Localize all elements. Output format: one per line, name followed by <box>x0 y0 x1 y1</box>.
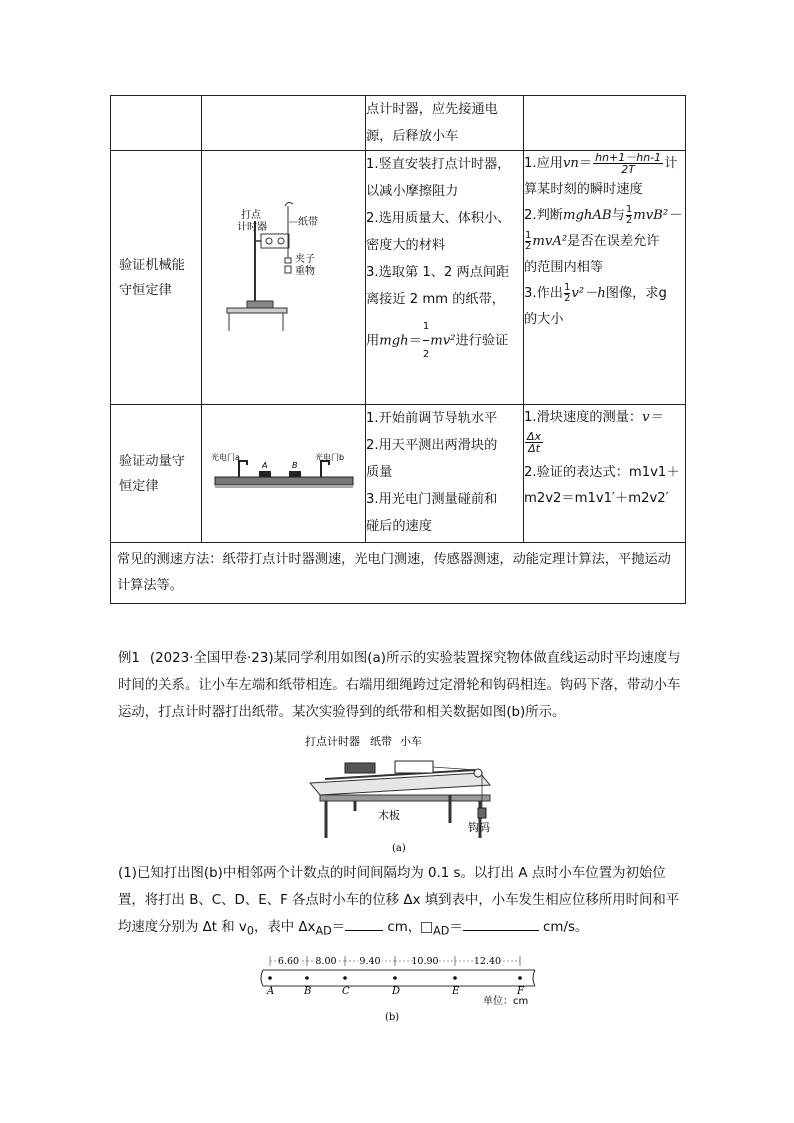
label-timer: 打点计时器 <box>305 735 360 748</box>
denominator: 2 <box>563 292 571 304</box>
denominator: 2T <box>621 162 635 176</box>
table-row <box>111 543 686 604</box>
label-timer: 打点 <box>240 209 261 221</box>
question-text <box>118 860 688 945</box>
formula-var: mvB²－ <box>633 208 682 223</box>
slider-b <box>289 471 301 477</box>
note-line: 1.开始前调节导轨水平 <box>366 411 498 426</box>
label-slider-b: B <box>291 460 297 470</box>
formula-var: mvA² <box>532 234 568 249</box>
figure-caption: (b) <box>385 1012 400 1023</box>
table-row <box>111 405 686 543</box>
text: 2.判断 <box>524 208 563 223</box>
text: 与 <box>611 208 625 223</box>
method-line <box>524 151 685 177</box>
numerator: 1 <box>423 313 429 341</box>
method-line: 的范围内相等 <box>524 260 604 275</box>
hook-weight <box>478 808 486 818</box>
weight <box>285 266 291 273</box>
subscript: AD <box>433 924 450 938</box>
numerator: hn+1－hn-1 <box>595 150 662 164</box>
method-line: 算某时刻的瞬时速度 <box>524 182 643 197</box>
note-line: 碰后的速度 <box>366 519 432 534</box>
tape-point-label: E <box>452 986 460 997</box>
note-line: 1.竖直安装打点计时器， <box>366 157 511 172</box>
tape-point <box>393 976 397 980</box>
note-line: 3.选取第 1、2 两点间距 <box>366 265 510 280</box>
text: 计 <box>664 156 678 171</box>
footer-note: 常见的测速方法：纸带打点计时器测速，光电门测速，传感器测速，动能定理计算法，平抛运动计算法等。 <box>111 543 686 604</box>
answer-blank[interactable] <box>345 916 383 931</box>
photogate-b <box>321 461 329 477</box>
experiment-name: 守恒定律 <box>119 282 172 298</box>
numerator: 1 <box>625 203 633 215</box>
fraction <box>423 313 429 368</box>
example-tag: 例1 <box>118 651 140 666</box>
label-slider-a: A <box>261 460 267 470</box>
answer-blank[interactable] <box>463 916 539 931</box>
method-line <box>524 203 685 229</box>
experiment-name-cell <box>111 405 202 543</box>
method-line <box>524 229 685 255</box>
text: cm， <box>383 920 422 935</box>
fraction <box>525 231 531 252</box>
text: ＝ <box>331 920 346 935</box>
label-timer: 计时器 <box>236 221 267 233</box>
note-line: 点计时器，应先接通电 <box>366 102 498 117</box>
table-top <box>310 773 490 795</box>
text: 1.应用 <box>524 156 563 171</box>
cell-notes <box>366 151 524 405</box>
example-text: 某同学利用如图(a)所示的实验装置探究物体做直线运动时平均速度与时间的关系。让小车左端和纸带相连。右端用细绳跨过定滑轮和钩码相连。钩码下落，带动小车运动，打点计时器打出纸带。某次实验得到的纸带和相关数据如图(b)所示。 <box>118 651 681 720</box>
cell-methods <box>524 405 686 543</box>
table-top <box>227 308 287 313</box>
method-line: 的大小 <box>524 312 564 327</box>
formula-var: v＝ <box>642 410 663 425</box>
slider-a <box>259 471 271 477</box>
numerator: Δx <box>527 430 542 443</box>
air-track-figure <box>209 447 359 497</box>
label-tape: 纸带 <box>370 735 392 748</box>
cell-notes <box>366 405 524 543</box>
method-line: m2v2＝m1v1′＋m2v2′ <box>524 491 669 506</box>
text: ＝ <box>408 333 422 349</box>
fraction <box>626 205 632 226</box>
figure-a-cart-apparatus <box>300 733 500 858</box>
subscript: AD <box>315 924 332 938</box>
free-fall-apparatus-figure <box>209 196 359 356</box>
cart <box>395 761 433 773</box>
segment-length-label: 6.60 <box>277 956 300 967</box>
cell-empty <box>524 96 686 151</box>
segment-length-label: 9.40 <box>359 956 381 967</box>
label-board: 木板 <box>378 809 400 822</box>
clip <box>285 258 291 263</box>
text: 3.作出 <box>524 286 563 301</box>
label-weight: 重物 <box>294 265 315 277</box>
tape-point-label: A <box>267 986 275 997</box>
note-line: 密度大的材料 <box>366 238 446 253</box>
text: 1.滑块速度的测量： <box>524 410 643 425</box>
figure-caption: (a) <box>392 843 406 854</box>
tape-point <box>518 976 522 980</box>
denominator: 2 <box>525 240 532 252</box>
experiment-name: 恒定律 <box>119 478 159 494</box>
segment-length-label: 8.00 <box>315 956 337 967</box>
example-block <box>118 645 688 726</box>
unit-label: 单位：cm <box>483 996 529 1007</box>
example-source: (2023·全国甲卷·23) <box>149 651 274 666</box>
note-line: 质量 <box>366 465 393 480</box>
tape-edge <box>263 970 535 986</box>
formula-var: v²－h <box>571 286 606 301</box>
fraction <box>593 152 663 175</box>
table-edge <box>320 795 490 801</box>
formula-var: mghAB <box>562 208 612 223</box>
formula-var: vn <box>562 156 579 171</box>
note-line: 离接近 2 mm 的纸带， <box>366 292 505 307</box>
string <box>433 767 476 770</box>
formula-var: mv² <box>430 333 456 349</box>
fraction <box>564 283 570 304</box>
experiment-table <box>110 95 686 604</box>
method-line <box>524 405 685 431</box>
note-line: 2.用天平测出两滑块的 <box>366 438 498 453</box>
example-paragraph <box>118 645 688 726</box>
experiment-name: 验证机械能 <box>119 257 185 273</box>
table-row <box>111 151 686 405</box>
denominator: 2 <box>625 214 633 226</box>
label-tape: 纸带 <box>297 216 318 228</box>
tape-point <box>453 976 457 980</box>
fraction <box>525 431 543 454</box>
note-line: 2.选用质量大、体积小、 <box>366 211 511 226</box>
tape-point <box>268 976 272 980</box>
label-gate-b: 光电门b <box>314 452 344 462</box>
timer <box>345 763 375 773</box>
tape-point-label: F <box>517 986 524 997</box>
table-row <box>111 96 686 151</box>
text: 用 <box>366 333 380 349</box>
label-hook: 钩码 <box>468 821 490 834</box>
tape-hand <box>285 202 293 206</box>
note-line: 以减小摩擦阻力 <box>366 184 459 199</box>
numerator: 1 <box>563 281 571 293</box>
label-gate-a: 光电门a <box>210 452 240 462</box>
segment-length-label: 10.90 <box>411 956 439 967</box>
note-line: 源，后释放小车 <box>366 129 459 144</box>
cell-methods <box>524 151 686 405</box>
question-block <box>118 860 688 945</box>
method-line <box>524 281 685 307</box>
air-track <box>215 477 353 485</box>
label-clip: 夹子 <box>294 253 315 265</box>
photogate-a <box>239 461 247 477</box>
cell-empty <box>111 96 202 151</box>
text: 是否在误差允许 <box>567 234 660 249</box>
tape-point <box>305 976 309 980</box>
experiment-name: 验证动量守 <box>119 453 185 469</box>
segment-length-label: 12.40 <box>473 956 502 967</box>
method-line <box>524 431 685 454</box>
formula-var: mgh <box>379 333 409 349</box>
label-cart: 小车 <box>400 735 422 748</box>
text: (1)已知打出图(b)中相邻两个计数点的时间间隔均为 0.1 s。以打出 A 点时小车位置为初始位置，将打出 B、C、D、E、F 各点时小车的位移 Δx 填到表中，小车发生相应位移所用时间和平均速度分别为 Δt 和 v <box>118 866 680 935</box>
vbar-symbol-icon <box>421 922 432 933</box>
timer-body <box>261 234 289 248</box>
experiment-name-cell <box>111 151 202 405</box>
text: 进行验证 <box>455 333 509 349</box>
note-line: 3.用光电门测量碰前和 <box>366 492 498 507</box>
cell-empty <box>202 96 366 151</box>
apparatus-figure-cell <box>202 151 366 405</box>
air-track-base <box>215 485 353 488</box>
tape-end <box>261 970 263 986</box>
tape-point-label: C <box>342 986 350 997</box>
denominator: Δt <box>528 442 540 455</box>
text: ＝ <box>578 156 593 171</box>
numerator: 1 <box>525 229 532 241</box>
apparatus-figure-cell <box>202 405 366 543</box>
note-line-formula <box>366 313 523 368</box>
tape-point <box>343 976 347 980</box>
subscript: 0 <box>246 924 254 938</box>
method-line: 2.验证的表达式：m1v1＋ <box>524 465 680 480</box>
denominator: 2 <box>422 349 430 360</box>
figure-b-tape <box>255 950 540 1025</box>
text: ＝ <box>449 920 463 935</box>
stand-base <box>247 301 273 308</box>
text: 图像，求g <box>605 286 667 301</box>
tape-end <box>533 970 535 986</box>
tape-point-label: D <box>392 986 401 997</box>
text: ，表中 Δx <box>253 920 316 935</box>
cell-notes <box>366 96 524 151</box>
text: cm/s。 <box>538 920 589 935</box>
tape-point-label: B <box>304 986 312 997</box>
